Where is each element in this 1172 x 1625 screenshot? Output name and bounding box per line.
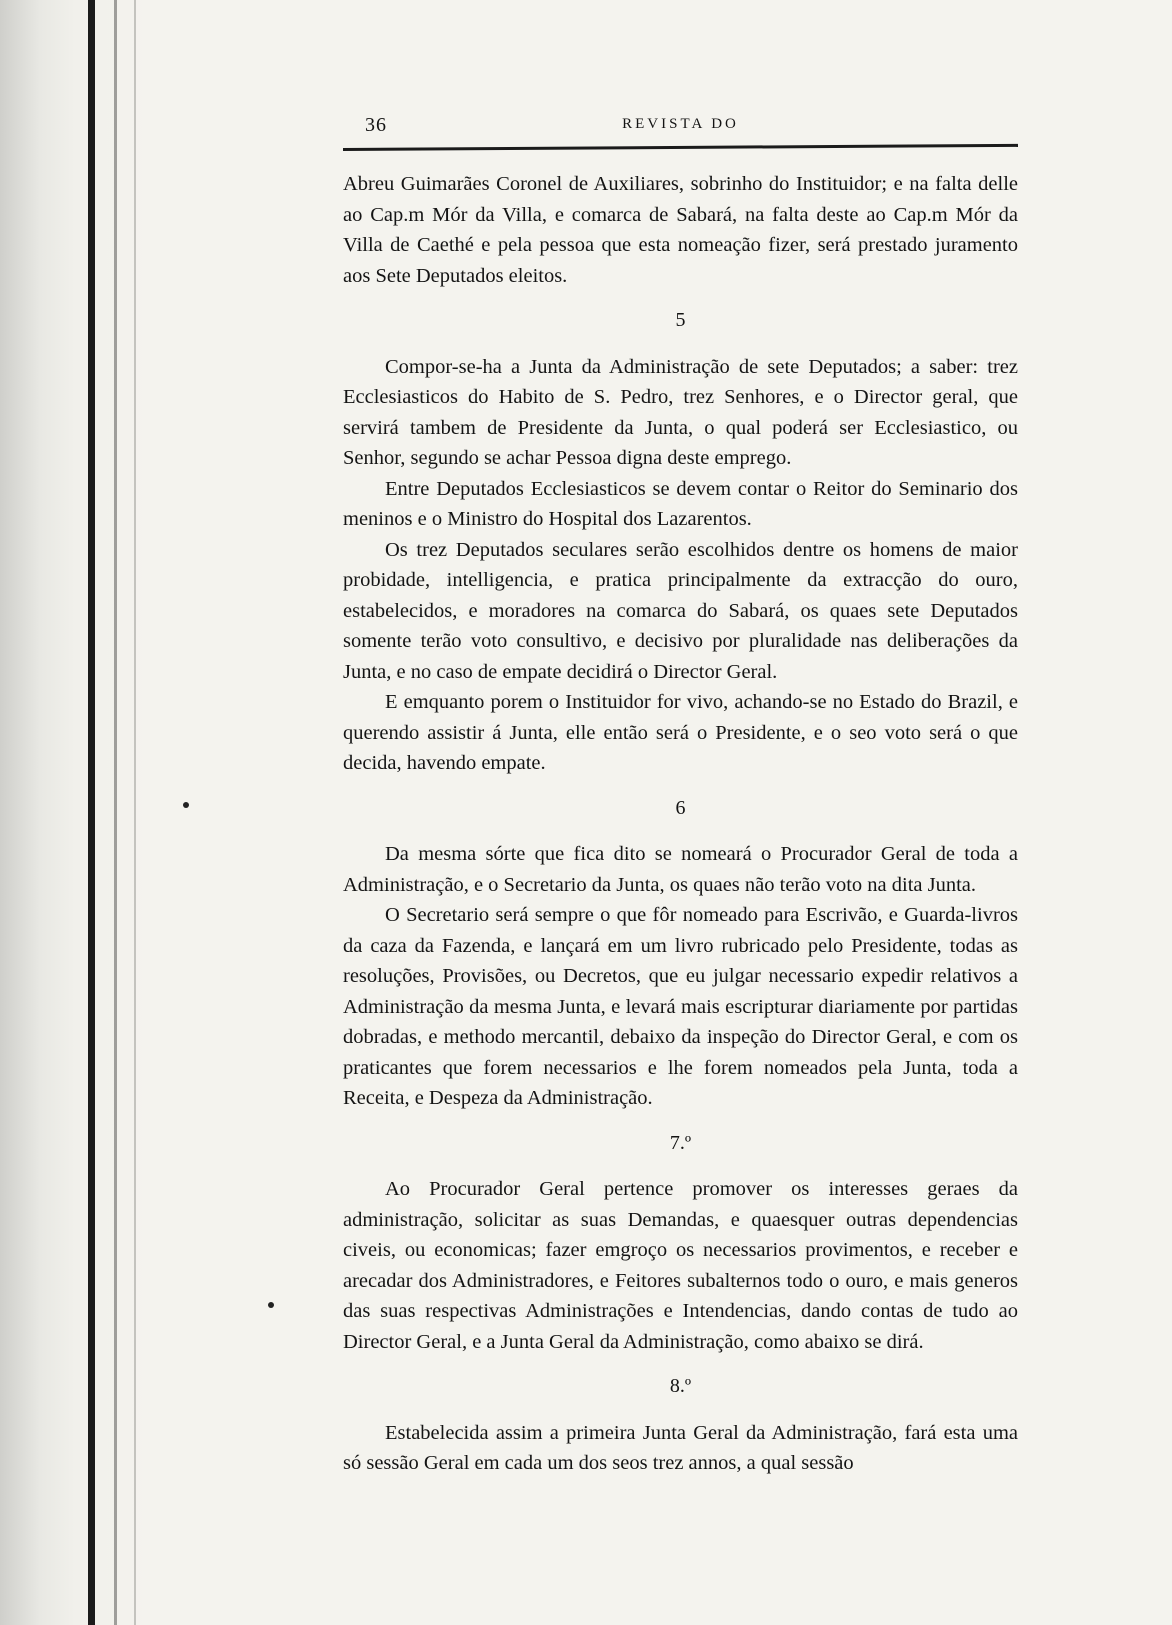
page-number: 36 xyxy=(365,114,387,136)
ink-speck xyxy=(183,802,189,808)
paragraph: Da mesma sórte que fica dito se nomeará o Procurador Geral de toda a Administração, e o Secretario da Junta, os quaes não terão voto na dita Junta. xyxy=(343,843,1018,896)
page-edge-line xyxy=(88,0,95,1625)
running-title: REVISTA DO xyxy=(622,116,739,132)
page-edge-line xyxy=(134,0,136,1625)
paragraph: Ao Procurador Geral pertence promover os interesses geraes da administração, solicitar as suas Demandas, e quaesquer outras dependencias civeis, ou economicas; fazer emgroço os necessarios provimentos, e receber e arecadar dos Administradores, e Feitores subalternos todo o ouro, e mais generos das suas respectivas Administrações e Intendencias, dando contas de tudo ao Director Geral, e a Junta Geral da Administração, como abaixo se dirá. xyxy=(343,1178,1018,1353)
paragraph: Entre Deputados Ecclesiasticos se devem contar o Reitor do Seminario dos meninos e o Ministro do Hospital dos Lazarentos. xyxy=(343,477,1018,530)
section-number: 5 xyxy=(675,309,686,331)
section-number: 6 xyxy=(675,796,686,819)
page-edge-line xyxy=(114,0,117,1625)
paragraph: O Secretario será sempre o que fôr nomeado para Escrivão, e Guarda-livros da caza da Fazenda, e lançará em um livro rubricado pelo Presidente, todas as resoluções, Provisões, ou Decretos, que eu julgar necessario expedir relativos a Administração da mesma Junta, e levará mais escripturar diariamente por partidas dobradas, e methodo mercantil, debaixo da inspeção do Director Geral, e com os praticantes que forem necessarios e lhe forem nomeados pela Junta, toda a Receita, e Despeza da Administração. xyxy=(343,904,1018,1109)
section-number: 8.º xyxy=(669,1375,692,1397)
header-rule xyxy=(343,144,1018,151)
paragraph: E emquanto porem o Instituidor for vivo, achando-se no Estado do Brazil, e querendo assistir á Junta, elle então será o Presidente, e o seo voto será o que decida, havendo empate. xyxy=(343,691,1018,774)
ink-speck xyxy=(268,1302,274,1308)
book-gutter xyxy=(0,0,150,1625)
paragraph: Abreu Guimarães Coronel de Auxiliares, sobrinho do Instituidor; e na falta delle ao Cap.m Mór da Villa, e comarca de Sabará, na falta deste ao Cap.m Mór da Villa de Caethé e pela pessoa que esta nomeação fizer, será prestado juramento aos Sete Deputados eleitos. xyxy=(343,173,1018,287)
paragraph: Os trez Deputados seculares serão escolhidos dentre os homens de maior probidade, intelligencia, e pratica principalmente da extracção do ouro, estabelecidos, e moradores na comarca do Sabará, os quaes sete Deputados somente terão voto consultivo, e decisivo por pluralidade nas deliberações da Junta, e no caso de empate decidirá o Director Geral. xyxy=(343,538,1018,683)
body-text xyxy=(343,169,1018,1479)
book-page xyxy=(343,110,1018,1479)
section-number: 7.º xyxy=(669,1131,692,1154)
running-head xyxy=(343,110,1018,140)
paragraph: Estabelecida assim a primeira Junta Geral da Administração, fará esta uma só sessão Geral em cada um dos seos trez annos, a qual sessão xyxy=(343,1421,1018,1474)
paragraph: Compor-se-ha a Junta da Administração de sete Deputados; a saber: trez Ecclesiasticos do Habito de S. Pedro, trez Senhores, e o Director geral, que servirá tambem de Presidente da Junta, o qual poderá ser Ecclesiastico, ou Senhor, segundo se achar Pessoa digna deste emprego. xyxy=(343,355,1018,469)
